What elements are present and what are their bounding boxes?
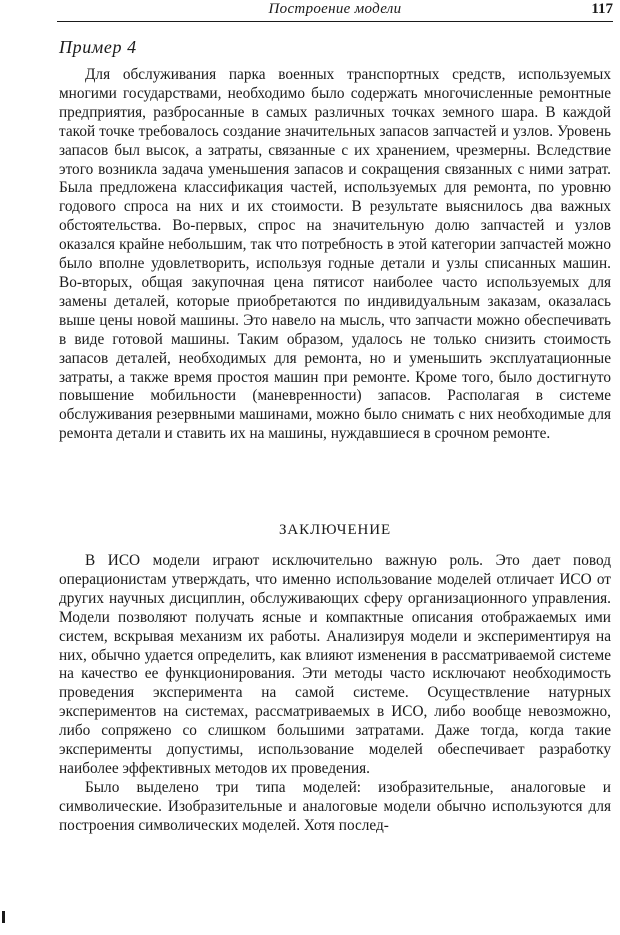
conclusion-paragraph-1: В ИСО модели играют исключительно важную роль. Это дает повод операционистам утверждать, что именно использование моделей отличает ИСО от других научных дисциплин, обслуживающих сферу организационного управления. Модели позволяют получать ясные и компактные описания отображаемых ими систем, вскрывая механизм их работы. Анализируя модели и экспериментируя на них, обычно удается определить, как влияют изменения в рассматриваемой системе на качество ее функционирования. Эти методы часто исключают необходимость проведения эксперимента на самой системе. Осуществление натурных экспериментов на системах, рассматриваемых в ИСО, либо вообще невозможно, либо сопряжено со слишком большими затратами. Даже тогда, когда такие эксперименты допустимы, использование моделей обеспечивает разработку наиболее эффективных методов их проведения. <box>59 552 611 777</box>
running-header <box>57 0 613 22</box>
running-title: Построение модели <box>268 1 402 17</box>
example-paragraph: Для обслуживания парка военных транспортных средств, используемых многими государствами, необходимо было содержать многочисленные ремонтные предприятия, разбросанные в самых различных точках земного шара. В каждой такой точке требовалось создание значительных запасов запчастей и узлов. Уровень запасов был высок, а затраты, связанные с их хранением, чрезмерны. Вследствие этого возникла задача уменьшения запасов и сокращения связанных с ними затрат. Была предложена классификация частей, используемых для ремонта, по уровню годового спроса на них и их стоимости. В результате выяснилось два важных обстоятельства. Во-первых, спрос на значительную долю запчастей и узлов оказался крайне небольшим, так что потребность в этой категории запчастей можно было вполне удовлетворить, используя годные детали и узлы списанных машин. Во-вторых, общая закупочная цена пятисот наиболее часто используемых для замены деталей, которые приобретаются по индивидуальным заказам, оказалась выше цены новой машины. Это навело на мысль, что запчасти можно обеспечивать в виде готовой машины. Таким образом, удалось не только снизить стоимость запасов деталей, необходимых для ремонта, но и уменьшить эксплуатационные затраты, а также время простоя машин при ремонте. Кроме того, было достигнуто повышение мобильности (маневренности) запасов. Располагая в системе обслуживания резервными машинами, можно было снимать с них необходимые для ремонта детали и ставить их на машины, нуждавшиеся в срочном ремонте. <box>59 66 611 443</box>
example-heading: Пример 4 <box>59 37 137 57</box>
conclusion-paragraph-2: Было выделено три типа моделей: изобразительные, аналоговые и символические. Изобразительные и аналоговые модели обычно используются для построения символических моделей. Хотя послед- <box>59 778 611 834</box>
conclusion-text-block <box>59 552 611 836</box>
page-number: 117 <box>591 1 613 17</box>
example-text-block <box>59 66 611 444</box>
section-heading-conclusion: ЗАКЛЮЧЕНИЕ <box>278 522 392 538</box>
margin-mark <box>2 911 5 923</box>
